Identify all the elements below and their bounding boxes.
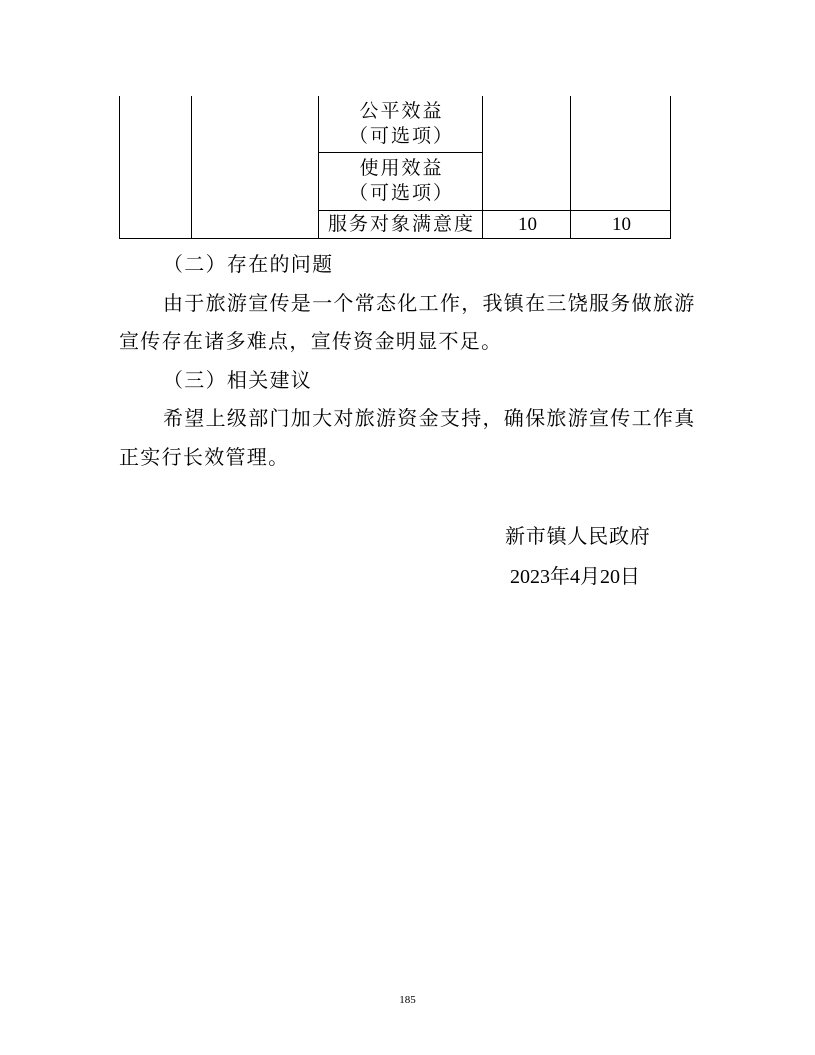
section-paragraph: 由于旅游宣传是一个常态化工作，我镇在三饶服务做旅游宣传存在诸多难点，宣传资金明显不足。 xyxy=(119,292,696,354)
document-body xyxy=(119,246,704,478)
indicator-cell xyxy=(319,96,483,152)
indicator-label: 使用效益 xyxy=(359,158,444,179)
section-heading: （二）存在的问题 xyxy=(163,254,334,276)
indicator-label: 服务对象满意度 xyxy=(327,213,475,235)
signature-date: 2023年4月20日 xyxy=(510,566,640,588)
table-cell-empty xyxy=(192,96,319,238)
table-cell-empty xyxy=(571,96,671,210)
indicator-note: （可选项） xyxy=(348,125,454,147)
indicator-note: （可选项） xyxy=(348,183,454,204)
table-cell-empty xyxy=(120,96,192,238)
indicator-label: 公平效益 xyxy=(359,100,444,122)
section-paragraph: 希望上级部门加大对旅游资金支持，确保旅游宣传工作真正实行长效管理。 xyxy=(119,408,696,469)
table-cell-empty xyxy=(483,96,571,210)
indicator-cell xyxy=(319,152,483,210)
performance-table xyxy=(119,96,671,239)
value-cell: 10 xyxy=(483,210,571,238)
indicator-cell xyxy=(319,210,483,238)
signature-organization: 新市镇人民政府 xyxy=(505,526,651,548)
section-heading: （三）相关建议 xyxy=(163,369,313,392)
value-cell: 10 xyxy=(571,210,671,238)
table-row xyxy=(120,96,671,152)
page-number: 185 xyxy=(399,994,416,1006)
